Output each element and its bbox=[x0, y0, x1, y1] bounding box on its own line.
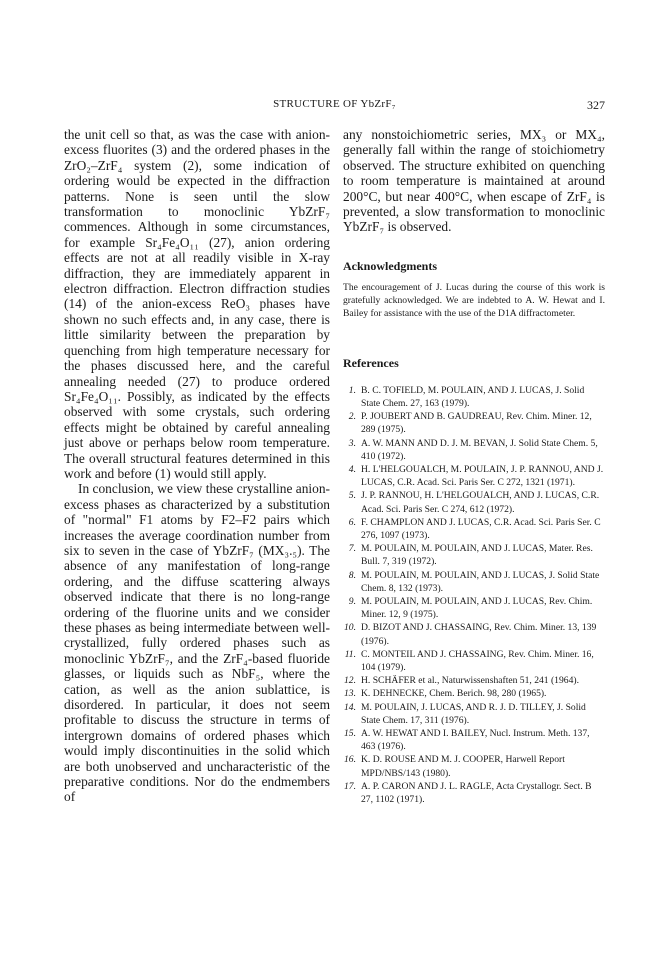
reference-number: 6. bbox=[348, 516, 356, 528]
reference-text: A. P. CARON AND J. L. RAGLE, Acta Crystallogr. Sect. B 27, 1102 (1971). bbox=[361, 780, 592, 806]
reference-text: D. BIZOT AND J. CHASSAING, Rev. Chim. Miner. 13, 139 (1976). bbox=[361, 622, 597, 647]
reference-text: A. W. HEWAT AND I. BAILEY, Nucl. Instrum. Meth. 137, 463 (1976). bbox=[361, 728, 590, 753]
reference-item bbox=[343, 384, 605, 410]
page-header bbox=[64, 98, 605, 114]
running-title: STRUCTURE OF YbZrF₇ bbox=[273, 98, 396, 110]
reference-item bbox=[343, 621, 605, 647]
reference-number: 1. bbox=[348, 384, 356, 396]
reference-number: 12. bbox=[344, 675, 356, 687]
reference-text: K. DEHNECKE, Chem. Berich. 98, 280 (1965). bbox=[361, 688, 547, 700]
reference-text: H. SCHÄFER et al., Naturwissenshaften 51, 241 (1964). bbox=[361, 675, 579, 687]
reference-number: 4. bbox=[348, 463, 356, 475]
reference-number: 15. bbox=[344, 728, 356, 740]
reference-text: M. POULAIN, M. POULAIN, AND J. LUCAS, J. Solid State Chem. 8, 132 (1973). bbox=[361, 569, 600, 594]
reference-item bbox=[343, 753, 605, 779]
reference-text: M. POULAIN, M. POULAIN, AND J. LUCAS, Mater. Res. Bull. 7, 319 (1972). bbox=[361, 543, 593, 568]
reference-text: A. W. MANN AND D. J. M. BEVAN, J. Solid State Chem. 5, 410 (1972). bbox=[361, 437, 598, 462]
acknowledgments-text: The encouragement of J. Lucas during the course of this work is gratefully acknowledged. We are indebted to A. W. Hewat and I. Bailey for assistance with the use of the D1A diffractometer. bbox=[343, 281, 605, 320]
reference-text: J. P. RANNOU, H. L'HELGOUALCH, AND J. LUCAS, C.R. Acad. Sci. Paris Ser. C 274, 612 (1972). bbox=[361, 490, 600, 515]
reference-number: 2. bbox=[348, 411, 356, 423]
reference-item bbox=[343, 516, 605, 542]
reference-text: M. POULAIN, J. LUCAS, AND R. J. D. TILLEY, J. Solid State Chem. 17, 311 (1976). bbox=[361, 701, 586, 726]
reference-item bbox=[343, 410, 605, 436]
reference-text: P. JOUBERT AND B. GAUDREAU, Rev. Chim. Miner. 12, 289 (1975). bbox=[361, 411, 592, 436]
right-column bbox=[343, 127, 605, 806]
reference-text: M. POULAIN, M. POULAIN, AND J. LUCAS, Rev. Chim. Miner. 12, 9 (1975). bbox=[361, 595, 593, 621]
reference-number: 14. bbox=[344, 701, 356, 713]
reference-number: 5. bbox=[348, 490, 356, 502]
reference-item bbox=[343, 701, 605, 727]
reference-number: 3. bbox=[348, 437, 356, 449]
reference-number: 9. bbox=[348, 595, 356, 607]
reference-item bbox=[343, 463, 605, 489]
reference-number: 13. bbox=[344, 688, 356, 700]
reference-number: 17. bbox=[344, 780, 356, 792]
reference-number: 16. bbox=[344, 754, 356, 766]
reference-text: K. D. ROUSE AND M. J. COOPER, Harwell Report MPD/NBS/143 (1980). bbox=[361, 754, 565, 779]
reference-number: 7. bbox=[348, 543, 356, 555]
reference-item bbox=[343, 542, 605, 568]
reference-item bbox=[343, 727, 605, 753]
reference-list bbox=[343, 384, 605, 807]
reference-item bbox=[343, 489, 605, 515]
body-paragraph: the unit cell so that, as was the case with anion-excess fluorites (3) and the ordered phases in the ZrO₂–ZrF₄ system (2), some indication of ordering would be expected in the diffraction patterns. None is seen until the slow transformation to monoclinic YbZrF₇ commences. Although in some circumstances, for example Sr₄Fe₄O₁₁ (27), anion ordering effects are not at all readily visible in X-ray diffraction, they are immediately apparent in electron diffraction. Electron diffraction studies (14) of the anion-excess ReO₃ phases have shown no such effects and, in any case, there is little similarity between the preparation by quenching from high temperature necessary for the phases discussed here, and the careful annealing needed (27) to produce ordered Sr₄Fe₄O₁₁. Possibly, as indicated by the effects observed with some crystals, such ordering effects might be obtained by careful annealing just above or perhaps below room temperature. The overall structural features determined in this work and before (1) would still apply. bbox=[64, 127, 330, 481]
references-heading: References bbox=[343, 355, 399, 370]
reference-number: 11. bbox=[344, 648, 356, 660]
reference-item bbox=[343, 595, 605, 621]
conclusion-paragraph: In conclusion, we view these crystalline anion-excess phases as characterized by a substitution of "normal" F1 atoms by F2–F2 pairs which increases the average coordination number from six to seven in the case of YbZrF₇ (MX₃.₅). The absence of any manifestation of long-range ordering, and the diffuse scattering always observed indicate that there is no long-range ordering of the fluorine units and we consider these phases as being intermediate between well-crystallized, fully ordered phases such as monoclinic YbZrF₇, and the ZrF₄-based fluoride glasses, or liquids such as NbF₅, where the cation, as well as the anion sublattice, is disordered. In particular, it does not seem profitable to discuss the structure in terms of intergrown domains of ordered phases which would imply discontinuities in the solid which are both unobserved and uncharacteristic of the preparative conditions. Nor do the endmembers of bbox=[64, 481, 330, 805]
left-column bbox=[64, 127, 330, 805]
body-paragraph: any nonstoichiometric series, MX₃ or MX₄, generally fall within the range of stoichiometry observed. The structure exhibited on quenching to room temperature is maintained at around 200°C, but near 400°C, when escape of ZrF₄ is prevented, a slow transformation to monoclinic YbZrF₇ is observed. bbox=[343, 127, 605, 235]
reference-number: 10. bbox=[344, 622, 356, 634]
acknowledgments-heading: Acknowledgments bbox=[343, 258, 438, 273]
reference-text: H. L'HELGOUALCH, M. POULAIN, J. P. RANNOU, AND J. LUCAS, C.R. Acad. Sci. Paris Ser. C 272, 1321 (1971). bbox=[361, 463, 604, 489]
reference-item bbox=[343, 780, 605, 806]
reference-item bbox=[343, 674, 605, 687]
reference-item bbox=[343, 648, 605, 674]
reference-text: B. C. TOFIELD, M. POULAIN, AND J. LUCAS, J. Solid State Chem. 27, 163 (1979). bbox=[361, 384, 585, 409]
reference-item bbox=[343, 569, 605, 595]
reference-item bbox=[343, 687, 605, 700]
reference-item bbox=[343, 437, 605, 463]
reference-text: F. CHAMPLON AND J. LUCAS, C.R. Acad. Sci. Paris Ser. C 276, 1097 (1973). bbox=[361, 516, 601, 541]
reference-text: C. MONTEIL AND J. CHASSAING, Rev. Chim. Miner. 16, 104 (1979). bbox=[361, 648, 594, 673]
page-number: 327 bbox=[587, 98, 605, 112]
reference-number: 8. bbox=[348, 569, 356, 581]
